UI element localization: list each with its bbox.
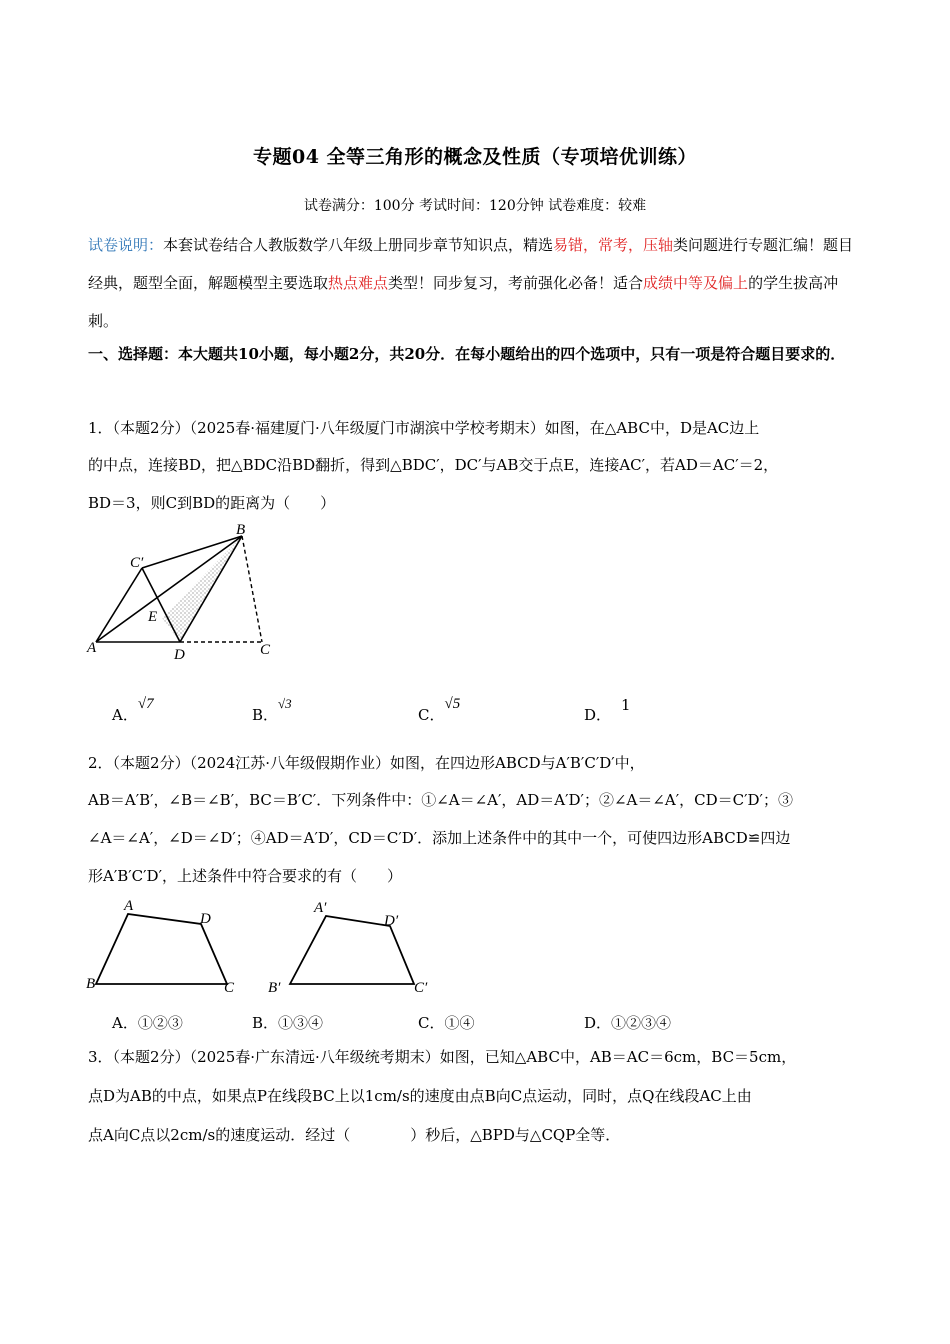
q1-triangle-figure: [84, 520, 284, 662]
exam-intro: [88, 226, 868, 340]
q3-line-3: 点A向C点以2cm/s的速度运动．经过（ ）秒后，△BPD与△CQP全等．: [88, 1126, 621, 1144]
q1-label-a: A: [87, 640, 97, 656]
q1-option-d[interactable]: D．1: [584, 696, 631, 724]
q2-fig2-label-a: A′: [314, 900, 327, 916]
section-heading: 一、选择题：本大题共10小题，每小题2分，共20分．在每小题给出的四个选项中，只有一项是符合题目要求的．: [88, 345, 846, 363]
page-title: 专题04 全等三角形的概念及性质（专项培优训练）: [252, 146, 698, 168]
q2-fig1-label-d: D: [200, 911, 211, 927]
q2-fig1-label-b: B: [86, 976, 96, 992]
q3-line-2: 点D为AB的中点，如果点P在线段BC上以1cm/s的速度由点B向C点运动，同时，点Q在线段AC上由: [88, 1087, 752, 1105]
q2-line-3: ∠A＝∠A′，∠D＝∠D′；④AD＝A′D′，CD＝C′D′．添加上述条件中的其中一个，可使四边形ABCD≌四边: [88, 829, 791, 847]
q2-line-1: 2．（本题2分）（2024江苏·八年级假期作业）如图，在四边形ABCD与A′B′C′D′中，: [88, 754, 645, 772]
q1-label-e: E: [148, 609, 158, 625]
q2-fig2-label-d: D′: [384, 913, 399, 929]
q1-label-d: D: [174, 647, 185, 662]
q2-option-c[interactable]: C．①④: [418, 1014, 475, 1032]
q2-line-4: 形A′B′C′D′，上述条件中符合要求的有（ ）: [88, 867, 402, 885]
q1-line-2: 的中点，连接BD，把△BDC沿BD翻折，得到△BDC′，DC′与AB交于点E，连接AC′，若AD＝AC′＝2，: [88, 456, 779, 474]
q1-line-3: BD＝3，则C到BD的距离为（ ）: [88, 494, 336, 512]
q1-label-b: B: [236, 522, 246, 538]
intro-text-3: 类型！同步复习，考前强化必备！适合: [388, 274, 644, 292]
intro-highlight-1: 易错，常考，压轴: [553, 236, 674, 254]
q2-option-b[interactable]: B．①③④: [252, 1014, 324, 1032]
q2-line-2: AB＝A′B′，∠B＝∠B′，BC＝B′C′．下列条件中：①∠A＝∠A′，AD＝A′D′；②∠A＝∠A′，CD＝C′D′；③: [88, 791, 793, 809]
intro-text-2: 类问题进行专题汇编！题目经典，题型全面，解题模型主要选取: [88, 236, 854, 292]
q2-option-d[interactable]: D．①②③④: [584, 1014, 672, 1032]
q1-option-c[interactable]: C．√5: [418, 696, 461, 724]
intro-text-1: 本套试卷结合人教版数学八年级上册同步章节知识点，精选: [163, 236, 554, 254]
q2-quadrilateral-abcd: [84, 896, 244, 998]
q2-fig2-label-c: C′: [414, 980, 428, 996]
intro-highlight-2: 热点难点: [328, 274, 389, 292]
q2-quadrilateral-a-prime: [262, 896, 442, 998]
q2-fig2-label-b: B′: [268, 980, 281, 996]
intro-label: 试卷说明：: [88, 236, 164, 254]
q2-fig1-label-a: A: [124, 898, 134, 914]
q1-line-1: 1．（本题2分）（2025春·福建厦门·八年级厦门市湖滨中学校考期末）如图，在△ABC中，D是AC边上: [88, 419, 760, 437]
intro-text-4: 的学生拔高冲刺。: [88, 274, 839, 330]
q1-option-b[interactable]: B．√3: [252, 696, 292, 724]
q1-label-c-prime: C′: [130, 555, 144, 571]
q2-option-a[interactable]: A．①②③: [112, 1014, 183, 1032]
q2-fig1-label-c: C: [224, 980, 235, 996]
q1-shaded-region: [162, 536, 242, 642]
q1-option-a[interactable]: A．√7: [112, 696, 154, 724]
exam-meta: 试卷满分：100分 考试时间：120分钟 试卷难度：较难: [303, 198, 647, 214]
q3-line-1: 3．（本题2分）（2025春·广东清远·八年级统考期末）如图，已知△ABC中，AB＝AC＝6cm，BC＝5cm，: [88, 1048, 797, 1066]
q1-label-c: C: [260, 642, 271, 658]
intro-highlight-3: 成绩中等及偏上: [643, 274, 749, 292]
